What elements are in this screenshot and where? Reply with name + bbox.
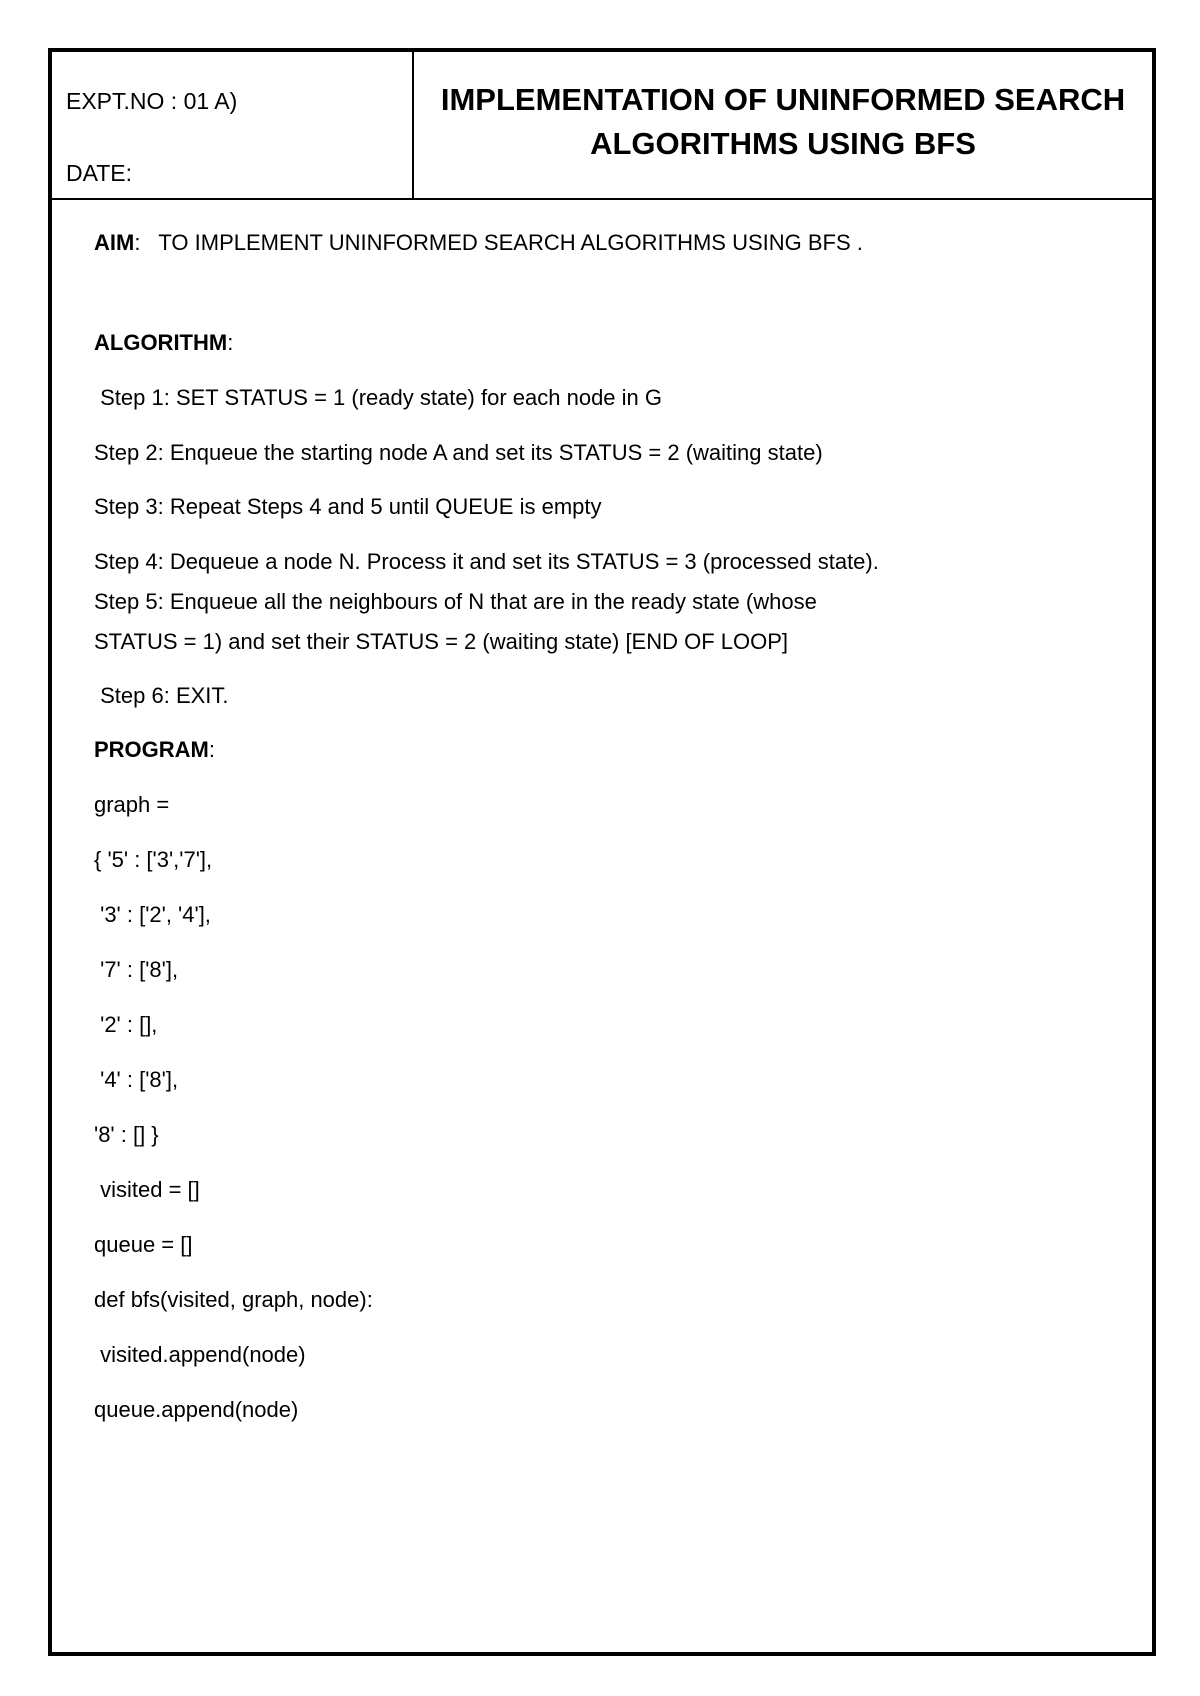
program-heading-line <box>94 737 215 763</box>
code-line: { '5' : ['3','7'], <box>94 847 213 872</box>
program-colon: : <box>208 737 216 762</box>
experiment-number: EXPT.NO : 01 A) <box>66 88 238 114</box>
code-line: '7' : ['8'], <box>94 957 179 982</box>
code-line: graph = <box>94 792 170 817</box>
code-line: '4' : ['8'], <box>94 1067 179 1092</box>
aim-line <box>94 230 863 256</box>
aim-text: : TO IMPLEMENT UNINFORMED SEARCH ALGORITHMS USING BFS . <box>134 230 863 255</box>
algorithm-step: Step 4: Dequeue a node N. Process it and set its STATUS = 3 (processed state). <box>94 549 879 574</box>
title-line-2: ALGORITHMS USING BFS <box>590 126 976 161</box>
program-heading: PROGRAM <box>94 737 209 762</box>
title-line-1: IMPLEMENTATION OF UNINFORMED SEARCH <box>440 82 1126 117</box>
algorithm-step: Step 1: SET STATUS = 1 (ready state) for each node in G <box>94 385 662 410</box>
header-table <box>52 52 1152 200</box>
code-line: '3' : ['2', '4'], <box>94 902 211 927</box>
page-title <box>441 78 1125 166</box>
algorithm-step: Step 5: Enqueue all the neighbours of N that are in the ready state (whose <box>94 589 817 614</box>
code-line: def bfs(visited, graph, node): <box>94 1287 373 1312</box>
algorithm-colon: : <box>227 330 234 355</box>
code-line: visited = [] <box>94 1177 200 1202</box>
header-left-cell <box>52 52 414 198</box>
aim-label: AIM <box>94 230 135 255</box>
algorithm-step-continuation: STATUS = 1) and set their STATUS = 2 (waiting state) [END OF LOOP] <box>94 629 789 654</box>
code-line: queue = [] <box>94 1232 193 1257</box>
algorithm-heading-line <box>94 330 233 356</box>
code-line: '8' : [] } <box>94 1122 159 1147</box>
date-label: DATE: <box>66 160 133 186</box>
algorithm-heading: ALGORITHM <box>94 330 228 355</box>
header-title-cell <box>414 52 1152 198</box>
code-line: '2' : [], <box>94 1012 158 1037</box>
algorithm-step: Step 3: Repeat Steps 4 and 5 until QUEUE is empty <box>94 494 602 519</box>
code-line: queue.append(node) <box>94 1397 299 1422</box>
code-line: visited.append(node) <box>94 1342 306 1367</box>
algorithm-step: Step 6: EXIT. <box>94 683 229 708</box>
algorithm-step: Step 2: Enqueue the starting node A and set its STATUS = 2 (waiting state) <box>94 440 823 465</box>
